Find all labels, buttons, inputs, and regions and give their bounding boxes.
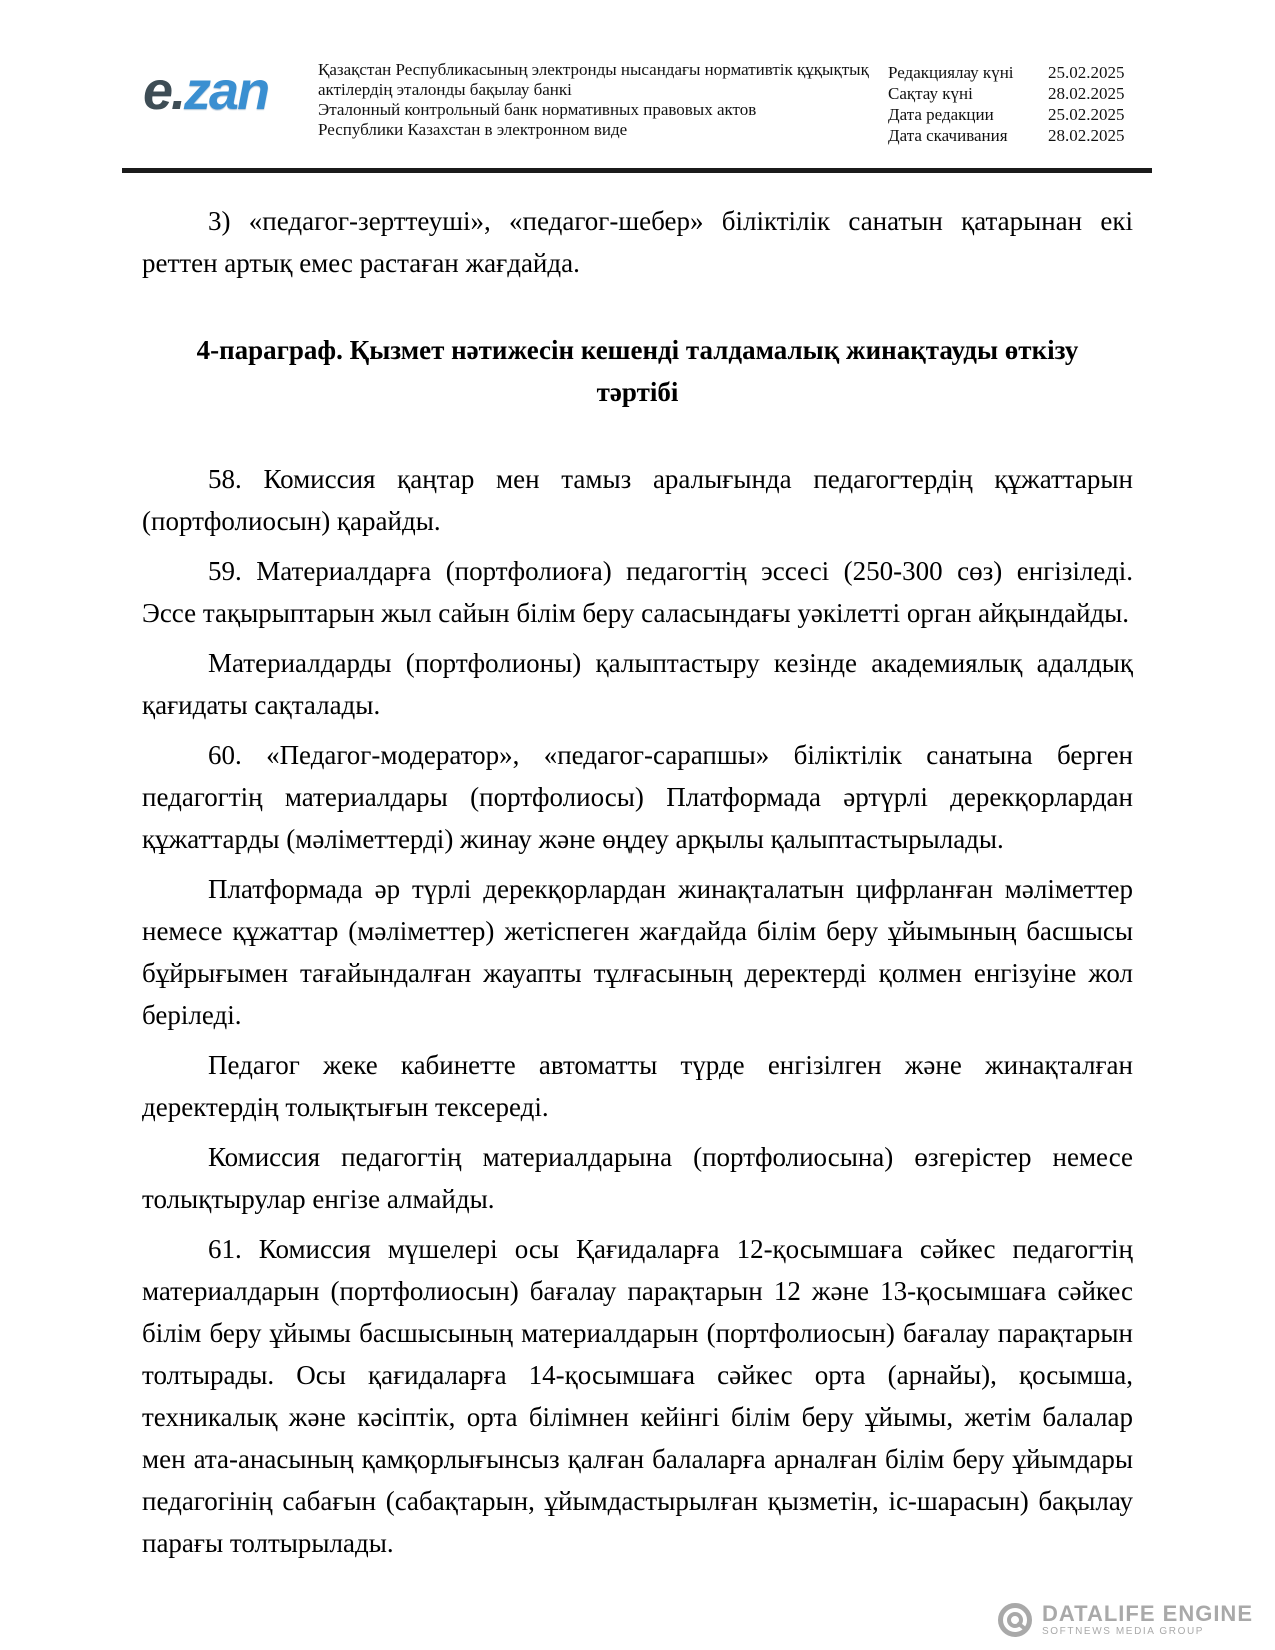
org-line: Қазақстан Республикасының электронды нысандағы нормативтік құқықтық bbox=[318, 60, 869, 79]
paragraph: Платформада әр түрлі дерекқорлардан жинақталатын цифрланған мәліметтер немесе құжаттар (мәліметтер) жетіспеген жағдайда білім беру ұйымының басшысы бұйрығымен тағайындалған жауапты тұлғасының деректерді қолмен енгізуіне жол беріледі. bbox=[142, 874, 1133, 1030]
paragraph: 60. «Педагог-модератор», «педагог-сарапшы» біліктілік санатына берген педагогтің материалдары (портфолиосы) Платформада әртүрлі дерекқорлардан құжаттарды (мәліметтерді) жинау және өңдеу арқылы қалыптастырылады. bbox=[142, 740, 1133, 854]
org-line: Республики Казахстан в электронном виде bbox=[318, 120, 628, 139]
paragraph: 3) «педагог-зерттеуші», «педагог-шебер» біліктілік санатын қатарынан екі реттен артық емес растаған жағдайда. bbox=[142, 206, 1133, 278]
paragraph: 58. Комиссия қаңтар мен тамыз аралығында педагогтердің құжаттарын (портфолиосын) қарайды. bbox=[142, 464, 1133, 536]
ezan-logo bbox=[143, 61, 269, 121]
date-label: Дата скачивания bbox=[888, 126, 1008, 145]
footer-brand-subtitle: SOFTNEWS MEDIA GROUP bbox=[1042, 1625, 1205, 1637]
date-label: Дата редакции bbox=[888, 105, 994, 124]
paragraph: 61. Комиссия мүшелері осы Қағидаларға 12-қосымшаға сәйкес педагогтің материалдарын (портфолиосын) бағалау парақтарын 12 және 13-қосымшаға сәйкес білім беру ұйымы басшысының материалдарын (портфолиосын) бағалау парақтарын толтырады. Осы қағидаларға 14-қосымшаға сәйкес орта (арнайы), қосымша, техникалық және кәсіптік, орта білімнен кейінгі білім беру ұйымы, жетім балалар мен ата-анасының қамқорлығынсыз қалған балаларға арналған білім беру ұйымдары педагогінің сабағын (сабақтарын, ұйымдастырылған қызметін, іс-шарасын) бақылау парағы толтырылады. bbox=[142, 1234, 1133, 1558]
org-line: Эталонный контрольный банк нормативных правовых актов bbox=[318, 100, 757, 119]
section-heading: 4-параграф. Қызмет нәтижесін кешенді талдамалық жинақтауды өткізу тәртібі bbox=[196, 335, 1079, 407]
paragraph: Педагог жеке кабинетте автоматты түрде енгізілген және жинақталған деректердің толықтығын тексереді. bbox=[142, 1050, 1133, 1122]
footer-brand bbox=[997, 1602, 1253, 1638]
dates-table bbox=[888, 62, 1156, 146]
date-label: Редакциялау күні bbox=[888, 63, 1014, 82]
paragraph: Материалдарды (портфолионы) қалыптастыру кезінде академиялық адалдық қағидаты сақталады. bbox=[142, 648, 1133, 720]
ezan-logo-suffix: zan bbox=[184, 61, 269, 121]
date-value: 25.02.2025 bbox=[1048, 63, 1125, 82]
date-value: 25.02.2025 bbox=[1048, 105, 1125, 124]
ezan-logo-prefix: e. bbox=[143, 61, 185, 121]
document-body bbox=[142, 200, 1133, 1572]
footer-brand-text bbox=[1042, 1600, 1253, 1638]
paragraph: Комиссия педагогтің материалдарына (портфолиосына) өзгерістер немесе толықтырулар енгізе алмайды. bbox=[142, 1142, 1133, 1214]
date-value: 28.02.2025 bbox=[1048, 84, 1125, 103]
org-description bbox=[318, 60, 880, 140]
org-line: актілердің эталонды бақылау банкі bbox=[318, 80, 572, 99]
date-value: 28.02.2025 bbox=[1048, 126, 1125, 145]
paragraph: 59. Материалдарға (портфолиоға) педагогтің эссесі (250-300 сөз) енгізіледі. Эссе тақырыптарын жыл сайын білім беру саласындағы уәкілетті орган айқындайды. bbox=[142, 556, 1133, 628]
date-label: Сақтау күні bbox=[888, 84, 973, 103]
header-divider bbox=[122, 168, 1152, 173]
footer-brand-title: DATALIFE ENGINE bbox=[1042, 1600, 1253, 1626]
datalife-eye-icon bbox=[997, 1602, 1033, 1638]
